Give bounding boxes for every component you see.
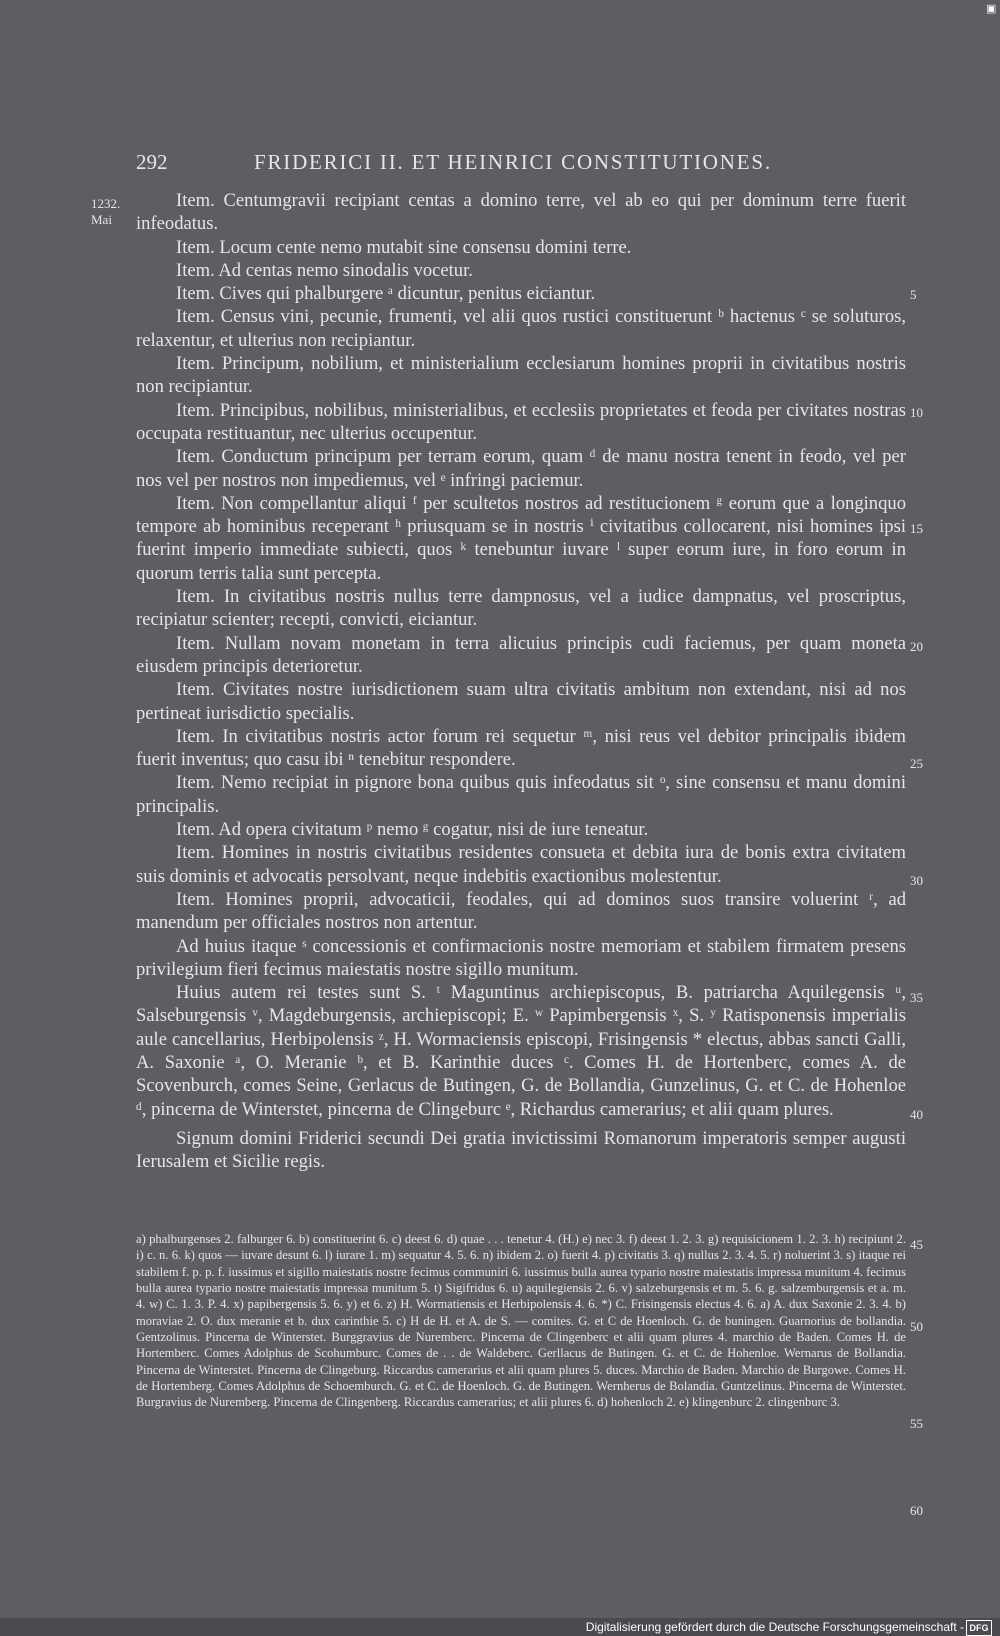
digitization-credit: Digitalisierung gefördert durch die Deutsche Forschungsgemeinschaft - — [585, 1620, 964, 1634]
page-number: 292 — [136, 150, 168, 174]
body-text — [136, 189, 906, 1173]
paragraph: Item. Homines in nostris civitatibus residentes consueta et debita iura de bonis extra civitatem suis dominis et advocatis persolvant, neque indebitis exactionibus molestentur. — [136, 842, 906, 887]
paragraph: Item. Ad opera civitatum ᵖ nemo ᵍ cogatur, nisi de iure teneatur. — [176, 819, 649, 841]
line-number: 5 — [910, 287, 917, 302]
margin-year: 1232. — [91, 196, 121, 211]
line-number: 50 — [910, 1319, 923, 1334]
corner-mark-icon: ▣ — [986, 3, 997, 15]
line-number: 15 — [910, 521, 923, 536]
line-number: 40 — [910, 1107, 923, 1122]
paragraph: Item. In civitatibus nostris actor forum rei sequetur ᵐ, nisi reus vel debitor principalis ibidem fuerit inventus; quo casu ibi ⁿ tenebitur respondere. — [136, 725, 906, 771]
line-number: 10 — [910, 405, 923, 420]
paragraph: Item. Nullam novam monetam in terra alicuius principis cudi faciemus, per quam moneta eiusdem principis deterioretur. — [136, 632, 906, 677]
running-title: FRIDERICI II. ET HEINRICI CONSTITUTIONES. — [254, 150, 772, 174]
paragraph: Item. Non compellantur aliqui ᶠ per scultetos nostros ad restitucionem ᵍ eorum que a longinquo tempore ab hominibus receperant ʰ priusquam se in nostris ⁱ civitatibus collocarent, nisi homines ipsi fuerint imperio immediate subiecti, quos ᵏ tenebuntur iuvare ˡ super eorum iure, in foro eorum in quorum terris talia sunt percepta. — [136, 492, 906, 584]
footnote-apparatus: a) phalburgenses 2. falburger 6. b) constituerint 6. c) deest 6. d) quae . . . tenetur 4. (H.) e) nec 3. f) deest 1. 2. 3. g) requisicionem 1. 2. 3. h) recipiunt 2. i) c. n. 6. k) quos — iuvare desunt 6. l) iurare 1. m) sequatur 4. 5. 6. n) ibidem 2. o) fuerit 4. p) civitatis 3. q) nullus 2. 3. 4. 5. r) noluerint 3. s) itaque rei stabilem f. p. p. f. iussimus et sigillo maiestatis nostre fecimus communiri 6. iussimus bulla aurea typario nostre maiestatis impressa munitum 4. fecimus bulla aurea typario nostre maiestatis impressa munitum 5. t) Sigifridus 6. u) aquilegiensis 2. 6. v) salzeburgensis et m. 5. 6. g. salzemburgensis et a. m. 4. w) C. 1. 3. P. 4. x) papibergensis 5. 6. y) et 6. z) H. Wormatiensis et Herbipolensis 4. 6. *) C. Frisingensis electus 4. 6. a) A. dux Saxonie 2. 3. 4. b) moraviae 2. O. dux meranie et b. dux carinthie 5. c) H de H. et A. de S. — comites. G. et C de Hoenloch. G. de buningen. Guarnorius de bollandia. Gentzolinus. Pincerna de Winterstet. Burggravius de Nuremberc. Pincerna de Clingenberc et alii quam plures 4. marchio de Baden. Comes H. de Hortemberc. Comes Adolphus de Scohumburc. Comes de . . de Waldeberc. Gerllacus de Butingen. G. et C. de Hohenloe. Wernarus de Bollandia. Pincerna de Winterstet. Pincerna de Clingeburg. Riccardus camerarius et alii quam plures 5. duces. Marchio de Baden. Marchio de Burgowe. Comes H. de Hortemberg. Comes Adolphus de Schoemburch. G. et C. de Hoenloch. G. de Butingen. Wernherus de Bolandia. Guntzelinus. Pincerna de Winterstet. Burgravius de Nuremberg. Pincerna de Clingenberg. Riccardus camerarius; et alii plures 6. d) hohenloch 2. e) klingenburc 2. clingenburc 3. — [136, 1232, 906, 1410]
line-number: 20 — [910, 639, 923, 654]
line-number: 55 — [910, 1416, 923, 1431]
line-number: 45 — [910, 1237, 923, 1252]
witness-paragraph: Huius autem rei testes sunt S. ᵗ Maguntinus archiepiscopus, B. patriarcha Aquilegensis ᵘ, Salseburgensis ᵛ, Magdeburgensis, archiepiscopi; E. ʷ Papimbergensis ˣ, S. ʸ Ratisponensis imperialis aule cancellarius, Herbipolensis ᶻ, H. Wormaciensis episcopi, Frisingensis * electus, abbas sancti Galli, A. Saxonie ᵃ, O. Meranie ᵇ, et B. Karinthie duces ᶜ. Comes H. de Hortenberc, comes A. de Scovenburch, comes Seine, Gerlacus de Butingen, G. de Bollandia, Gunzelinus, G. et C. de Hohenloe ᵈ, pincerna de Winterstet, pincerna de Clingeburc ᵉ, Richardus camerarius; et alii quam plures. — [136, 982, 906, 1120]
running-header — [136, 150, 956, 180]
line-number: 35 — [910, 990, 923, 1005]
line-number: 60 — [910, 1503, 923, 1518]
line-number: 25 — [910, 756, 923, 771]
paragraph: Item. Nemo recipiat in pignore bona quibus quis infeodatus sit ᵒ, sine consensu et manu domini principalis. — [136, 772, 906, 817]
margin-month: Mai — [91, 212, 112, 227]
paragraph: Item. Principum, nobilium, et ministerialium ecclesiarum homines proprii in civitatibus nostris non recipiantur. — [136, 353, 906, 398]
paragraph: Item. In civitatibus nostris nullus terre dampnosus, vel a iudice dampnatus, vel proscriptus, recipiatur scienter; recepti, convicti, eiciantur. — [136, 586, 906, 631]
paragraph: Item. Homines proprii, advocaticii, feodales, qui ad dominos suos transire voluerint ʳ, ad manendum per officiales nostros non artentur. — [136, 888, 906, 934]
paragraph: Item. Centumgravii recipiant centas a domino terre, vel ab eo qui per dominum terre fuerit infeodatus. — [136, 190, 906, 235]
paragraph: Ad huius itaque ˢ concessionis et confirmacionis nostre memoriam et stabilem firmatem presens privilegium fieri fecimus maiestatis nostre sigillo munitum. — [136, 935, 906, 980]
paragraph: Item. Locum cente nemo mutabit sine consensu domini terre. — [176, 236, 632, 258]
paragraph: Item. Civitates nostre iurisdictionem suam ultra civitatis ambitum non extendant, nisi ad nos pertineat iurisdictio specialis. — [136, 679, 906, 724]
paragraph: Item. Cives qui phalburgere ᵃ dicuntur, penitus eiciantur. — [176, 283, 596, 305]
footnotes — [136, 1231, 906, 1411]
paragraph: Item. Census vini, pecunie, frumenti, vel alii quos rustici constituerunt ᵇ hactenus ᶜ se soluturos, relaxentur, et ulterius non recipiantur. — [136, 306, 906, 351]
paragraph: Item. Conductum principum per terram eorum, quam ᵈ de manu nostra tenent in feodo, vel per nos vel per nostros non impediemus, vel ᵉ infringi paciemur. — [136, 446, 906, 491]
margin-date — [91, 196, 120, 228]
line-number: 30 — [910, 873, 923, 888]
dfg-logo-icon: DFG — [966, 1620, 992, 1636]
paragraph: Item. Ad centas nemo sinodalis vocetur. — [176, 259, 473, 281]
signum-paragraph: Signum domini Friderici secundi Dei gratia invictissimi Romanorum imperatoris semper augusti Ierusalem et Sicilie regis. — [136, 1127, 906, 1173]
paragraph: Item. Principibus, nobilibus, ministerialibus, et ecclesiis proprietates et feoda per civitates nostras occupata restituantur, nec ulterius occupentur. — [136, 399, 906, 444]
